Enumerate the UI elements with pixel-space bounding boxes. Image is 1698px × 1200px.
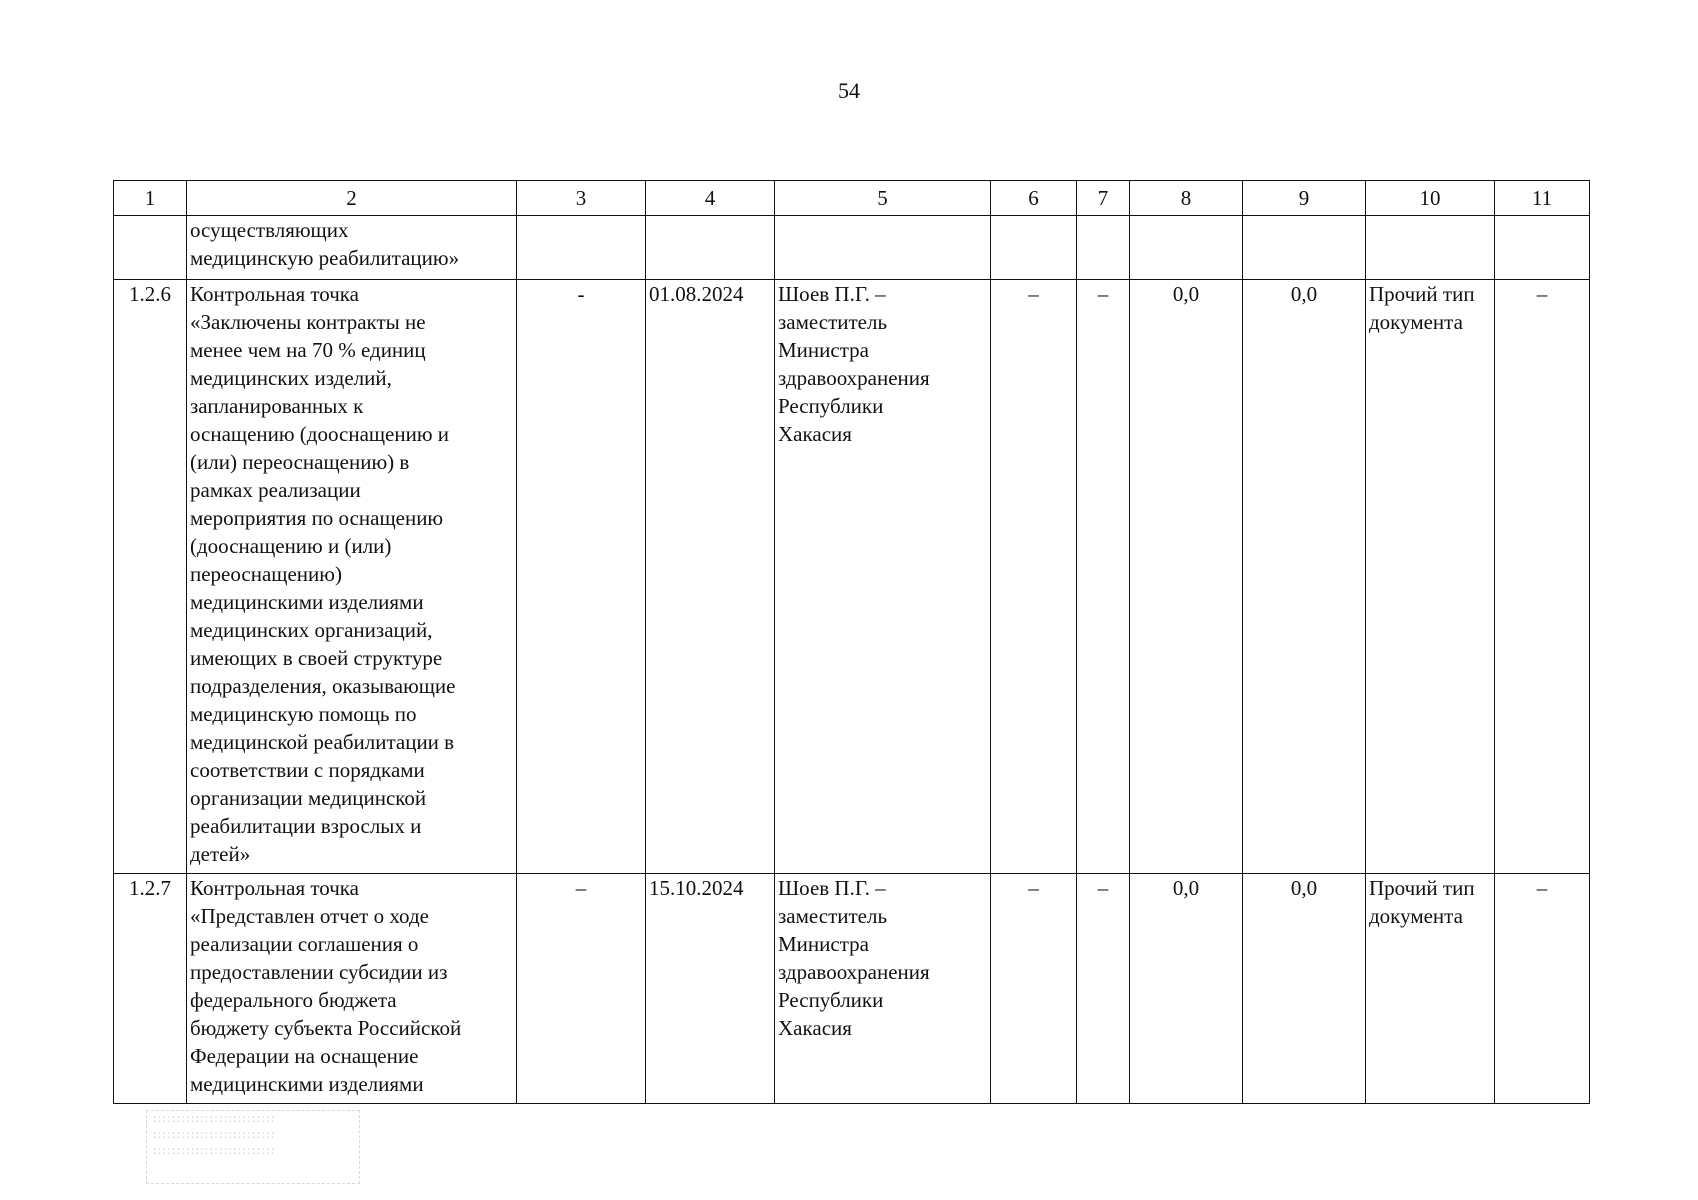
cell-col6: – [991,874,1077,1104]
table-row [114,216,1590,280]
date-cell: 01.08.2024 [646,280,775,874]
doc-type-cell: Прочий тип документа [1366,280,1495,874]
column-header: 1 [114,181,187,216]
cell-col6 [991,216,1077,280]
name-cell: осуществляющих медицинскую реабилитацию» [187,216,517,280]
cell-col6: – [991,280,1077,874]
doc-type-cell: Прочий тип документа [1366,874,1495,1104]
table-row [114,874,1590,1104]
row-number-cell: 1.2.6 [114,280,187,874]
cell-col7: – [1077,874,1130,1104]
responsible-cell: Шоев П.Г. – заместитель Министра здравоохранения Республики Хакасия [775,280,991,874]
column-header: 9 [1243,181,1366,216]
column-header: 5 [775,181,991,216]
column-header: 10 [1366,181,1495,216]
column-header: 3 [517,181,646,216]
page-number: 54 [838,78,860,103]
row-number-cell: 1.2.7 [114,874,187,1104]
row-number-cell [114,216,187,280]
column-header: 8 [1130,181,1243,216]
cell-col11: – [1495,874,1590,1104]
cell-col9: 0,0 [1243,280,1366,874]
cell-col9 [1243,216,1366,280]
cell-col3 [517,216,646,280]
cell-col11 [1495,216,1590,280]
cell-col9: 0,0 [1243,874,1366,1104]
cell-col11: – [1495,280,1590,874]
document-table [113,180,1590,1104]
cell-col8: 0,0 [1130,874,1243,1104]
faint-stamp: :::::::::::::::::::::::::: :::::::::::::::::::::::::: :::::::::::::::::::::::::: [146,1110,360,1184]
name-cell: Контрольная точка «Заключены контракты не менее чем на 70 % единиц медицинских изделий, запланированных к оснащению (дооснащению и (или) переоснащению) в рамках реализации мероприятия по оснащению (дооснащению и (или) переоснащению) медицинскими изделиями медицинских организаций, имеющих в своей структуре подразделения, оказывающие медицинскую помощь по медицинской реабилитации в соответствии с порядками организации медицинской реабилитации взрослых и детей» [187,280,517,874]
cell-col7 [1077,216,1130,280]
table-row [114,280,1590,874]
responsible-cell [775,216,991,280]
header-row [114,181,1590,216]
cell-col8: 0,0 [1130,280,1243,874]
cell-col3: - [517,280,646,874]
column-header: 7 [1077,181,1130,216]
cell-col3: – [517,874,646,1104]
column-header: 6 [991,181,1077,216]
cell-col8 [1130,216,1243,280]
column-header: 11 [1495,181,1590,216]
date-cell: 15.10.2024 [646,874,775,1104]
responsible-cell: Шоев П.Г. – заместитель Министра здравоохранения Республики Хакасия [775,874,991,1104]
column-header: 2 [187,181,517,216]
name-cell: Контрольная точка «Представлен отчет о ходе реализации соглашения о предоставлении субсидии из федерального бюджета бюджету субъекта Российской Федерации на оснащение медицинскими изделиями [187,874,517,1104]
column-header: 4 [646,181,775,216]
date-cell [646,216,775,280]
cell-col7: – [1077,280,1130,874]
doc-type-cell [1366,216,1495,280]
